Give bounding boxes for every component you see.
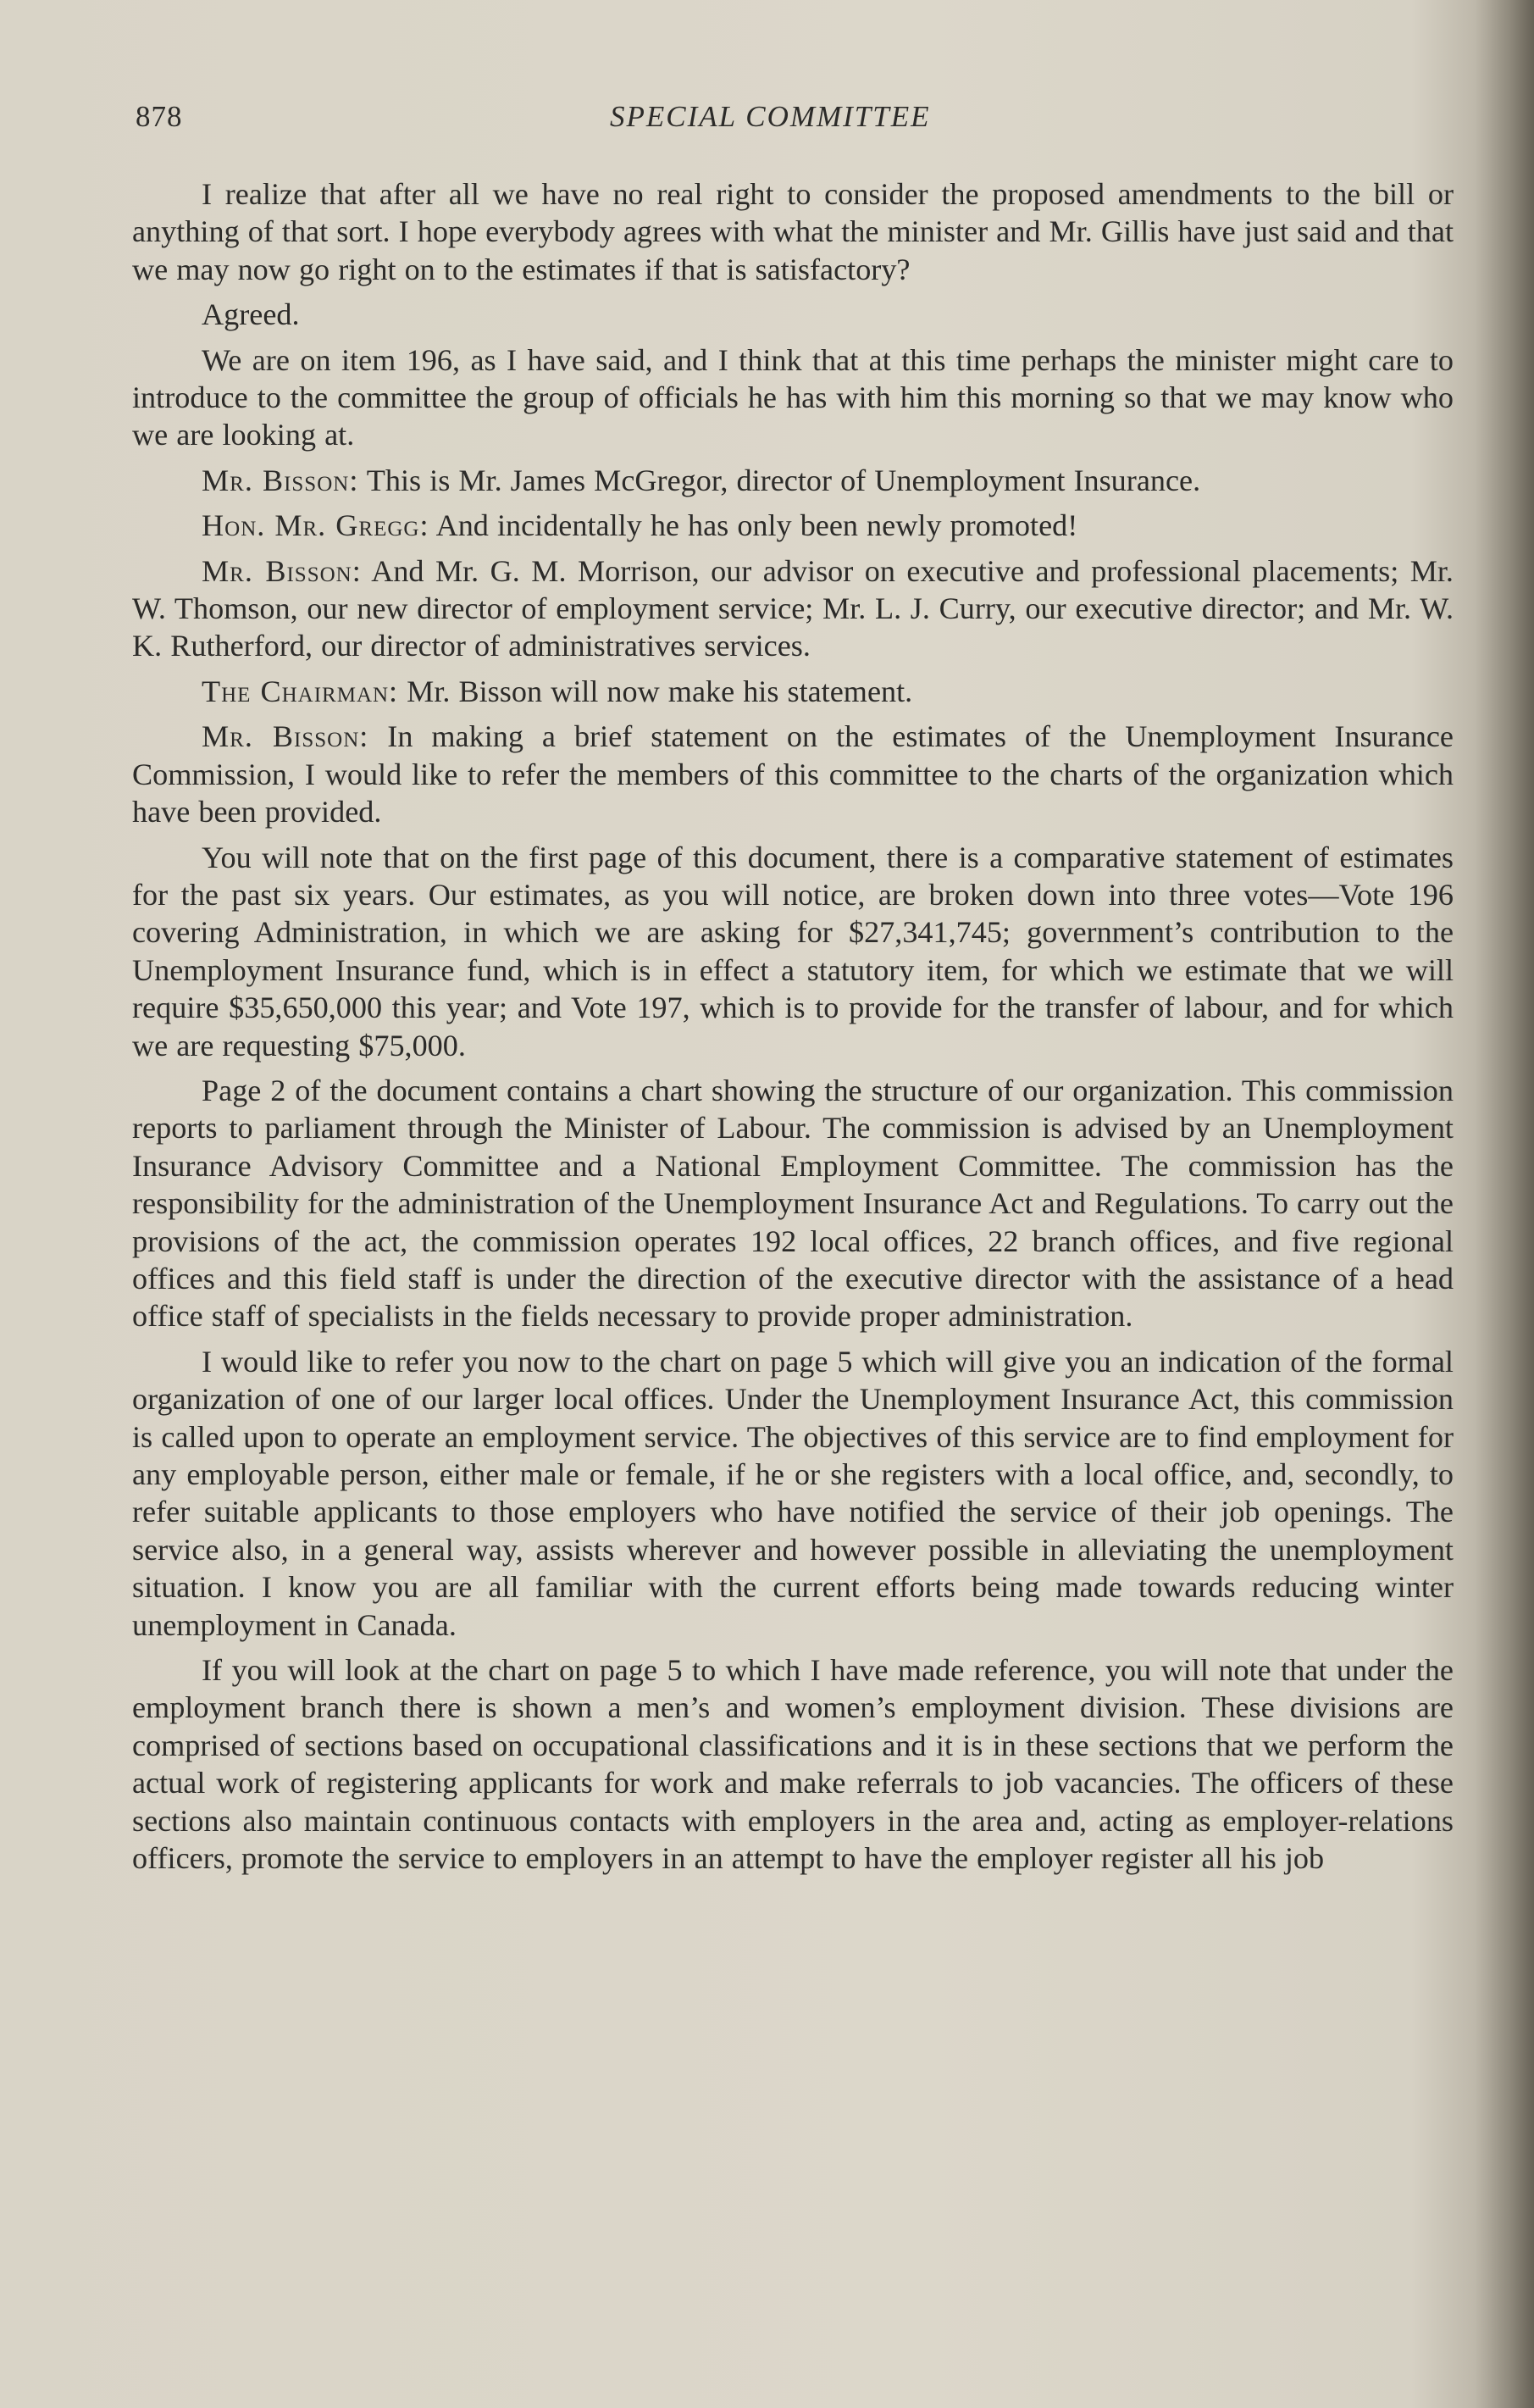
running-head: SPECIAL COMMITTEE	[610, 100, 931, 133]
speaker-name: Mr. Bisson:	[202, 463, 359, 497]
paragraph	[132, 296, 1454, 333]
page-header	[136, 100, 1457, 142]
paragraph-text: Page 2 of the document contains a chart showing the structure of our organization. This commission reports to parliament through the Minister of Labour. The commission is advised by an Unemployment Insurance Advisory Committee and a National Employment Committee. The commission has the responsibility for the administration of the Unemployment Insurance Act and Regulations. To carry out the provisions of the act, the commission operates 192 local offices, 22 branch offices, and five regional offices and this field staff is under the direction of the executive director with the assistance of a head office staff of specialists in the fields necessary to provide proper administration.	[132, 1073, 1454, 1334]
speaker-name: Hon. Mr. Gregg:	[202, 508, 429, 543]
paragraph-text: In making a brief statement on the estimates of the Unemployment Insurance Commission, I would like to refer the members of this committee to the charts of the organization which have been provided.	[132, 719, 1454, 829]
paragraph-text: I would like to refer you now to the chart on page 5 which will give you an indication of the formal organization of one of our larger local offices. Under the Unemployment Insurance Act, this commission is called upon to operate an employment service. The objectives of this service are to find employment for any employable person, either male or female, if he or she registers with a local office, and, secondly, to refer suitable applicants to those employers who have notified the service of their job openings. The service also, in a general way, assists wherever and however possible in alleviating the unemployment situation. I know you are all familiar with the current efforts being made towards reducing winter unemployment in Canada.	[132, 1344, 1454, 1642]
paragraph-text: We are on item 196, as I have said, and I think that at this time perhaps the minister might care to introduce to the committee the group of officials he has with him this morning so that we may know who we are looking at.	[132, 342, 1454, 452]
paragraph	[132, 718, 1454, 830]
paragraph	[132, 462, 1454, 499]
paragraph	[132, 1072, 1454, 1335]
body-text	[132, 175, 1454, 1884]
paragraph	[132, 839, 1454, 1064]
paragraph	[132, 175, 1454, 288]
paragraph	[132, 507, 1454, 544]
page-number: 878	[136, 100, 183, 133]
speaker-name: Mr. Bisson:	[202, 553, 362, 588]
paragraph	[132, 673, 1454, 710]
paragraph-text: Agreed.	[202, 297, 300, 332]
paragraph-text: This is Mr. James McGregor, director of Unemployment Insurance.	[358, 463, 1201, 497]
paragraph	[132, 341, 1454, 454]
paragraph-text: And Mr. G. M. Morrison, our advisor on executive and professional placements; Mr. W. Thomson, our new director of employment service; Mr. L. J. Curry, our executive director; and Mr. W. K. Rutherford, our director of administratives services.	[132, 553, 1454, 663]
paragraph	[132, 1343, 1454, 1644]
paragraph-text: If you will look at the chart on page 5 to which I have made reference, you will note that under the employment branch there is shown a men’s and women’s employment division. These divisions are comprised of sections based on occupational classifications and it is in these sections that we perform the actual work of registering applicants for work and make referrals to job vacancies. The officers of these sections also maintain continuous contacts with employers in the area and, acting as employer-relations officers, promote the service to employers in an attempt to have the employer register all his job	[132, 1653, 1454, 1876]
speaker-name: The Chairman:	[202, 674, 399, 708]
paragraph	[132, 1651, 1454, 1877]
binding-shadow	[1475, 0, 1534, 2408]
paragraph-text: And incidentally he has only been newly promoted!	[429, 508, 1078, 543]
paragraph	[132, 552, 1454, 665]
paragraph-text: Mr. Bisson will now make his statement.	[398, 674, 913, 708]
paragraph-text: You will note that on the first page of this document, there is a comparative statement of estimates for the past six years. Our estimates, as you will notice, are broken down into three votes—Vote 196 covering Administration, in which we are asking for $27,341,745; government’s contribution to the Unemployment Insurance fund, which is in effect a statutory item, for which we estimate that we will require $35,650,000 this year; and Vote 197, which is to provide for the transfer of labour, and for which we are requesting $75,000.	[132, 840, 1454, 1063]
paragraph-text: I realize that after all we have no real right to consider the proposed amendments to the bill or anything of that sort. I hope everybody agrees with what the minister and Mr. Gillis have just said and that we may now go right on to the estimates if that is satisfactory?	[132, 177, 1454, 286]
speaker-name: Mr. Bisson:	[202, 719, 369, 754]
